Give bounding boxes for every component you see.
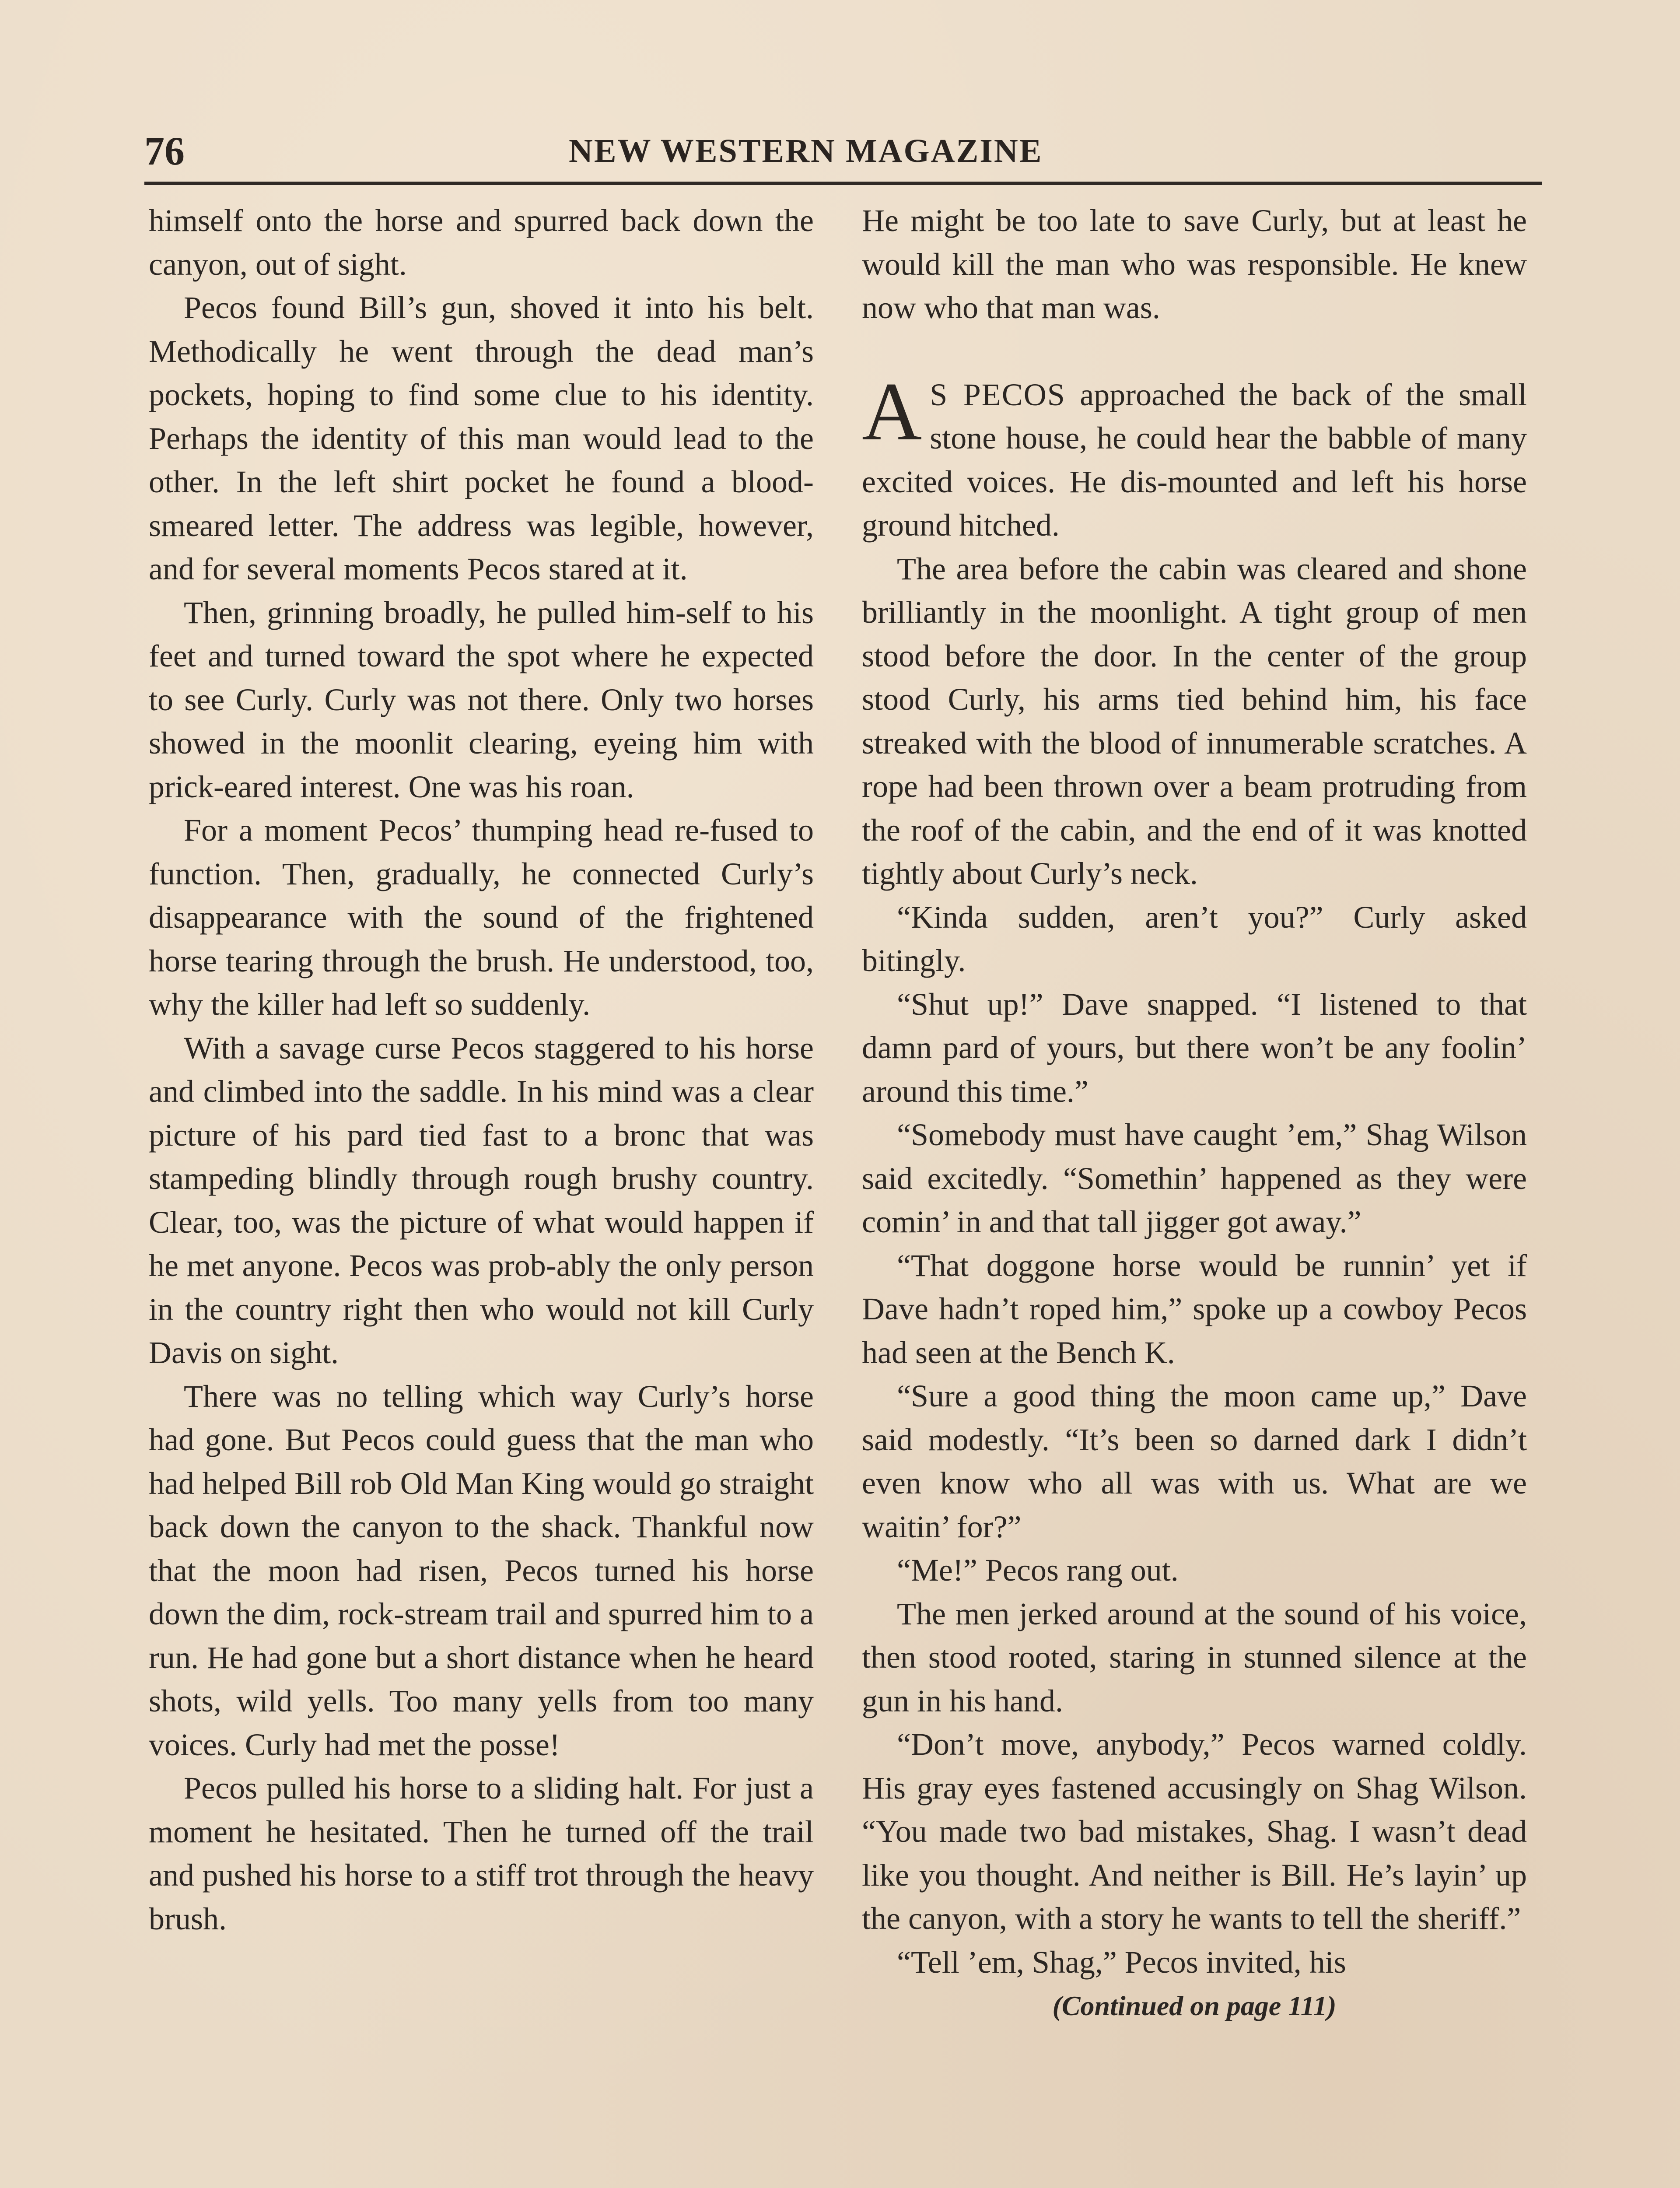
paragraph: Pecos pulled his horse to a sliding halt. For just a moment he hesitated. Then he turned off the trail and pushed his horse to a stiff trot through the heavy brush. bbox=[149, 1771, 814, 1936]
right-column bbox=[862, 199, 1527, 2028]
paragraph: “Tell ’em, Shag,” Pecos invited, his bbox=[897, 1944, 1346, 1980]
paragraph: Pecos found Bill’s gun, shoved it into his belt. Methodically he went through the dead man’s pockets, hoping to find some clue to his identity. Perhaps the identity of this man would lead to the other. In the left shirt pocket he found a blood-smeared letter. The address was legible, however, and for several moments Pecos stared at it. bbox=[149, 290, 814, 586]
paragraph: Then, grinning broadly, he pulled him-self to his feet and turned toward the spot where he expected to see Curly. Curly was not there. Only two horses showed in the moonlit clearing, eyeing him with prick-eared interest. One was his roan. bbox=[149, 595, 814, 804]
paragraph: “Somebody must have caught ’em,” Shag Wilson said excitedly. “Somethin’ happened as they were comin’ in and that tall jigger got away.” bbox=[862, 1117, 1527, 1239]
left-column bbox=[149, 199, 814, 1941]
paragraph: “Kinda sudden, aren’t you?” Curly asked bitingly. bbox=[862, 899, 1527, 978]
header-rule bbox=[144, 182, 1542, 185]
paragraph: For a moment Pecos’ thumping head re-fused to function. Then, gradually, he connected Curly’s disappearance with the sound of the frightened horse tearing through the brush. He understood, too, why the killer had left so suddenly. bbox=[149, 813, 814, 1022]
paragraph: “That doggone horse would be runnin’ yet if Dave hadn’t roped him,” spoke up a cowboy Pecos had seen at the Bench K. bbox=[862, 1248, 1527, 1370]
paragraph: “Me!” Pecos rang out. bbox=[897, 1553, 1179, 1588]
page-number: 76 bbox=[144, 129, 185, 173]
paragraph: With a savage curse Pecos staggered to his horse and climbed into the saddle. In his mind was a clear picture of his pard tied fast to a bronc that was stampeding blindly through rough brushy country. Clear, too, was the picture of what would happen if he met anyone. Pecos was prob-ably the only person in the country right then who would not kill Curly Davis on sight. bbox=[149, 1030, 814, 1370]
paragraph: He might be too late to save Curly, but at least he would kill the man who was responsible. He knew now who that man was. bbox=[862, 203, 1527, 325]
drop-cap: A bbox=[862, 365, 922, 458]
section-opening-paragraph bbox=[862, 365, 1527, 547]
running-title: NEW WESTERN MAGAZINE bbox=[569, 133, 1043, 169]
paragraph: There was no telling which way Curly’s horse had gone. But Pecos could guess that the man who had helped Bill rob Old Man King would go straight back down the canyon to the shack. Thankful now that the moon had risen, Pecos turned his horse down the dim, rock-stream trail and spurred him to a run. He had gone but a short distance when he heard shots, wild yells. Too many yells from too many voices. Curly had met the posse! bbox=[149, 1378, 814, 1762]
paragraph: “Shut up!” Dave snapped. “I listened to that damn pard of yours, but there won’t be any foolin’ around this time.” bbox=[862, 986, 1527, 1109]
paragraph: “Don’t move, anybody,” Pecos warned coldly. His gray eyes fastened accusingly on Shag Wilson. “You made two bad mistakes, Shag. I wasn’t dead like you thought. And neither is Bill. He’s layin’ up the canyon, with a story he wants to tell the sheriff.” bbox=[862, 1727, 1527, 1936]
paragraph-text: approached the back of the small stone house, he could hear the babble of many excited voices. He dis-mounted and left his horse ground hitched. bbox=[862, 377, 1527, 543]
paragraph: “Sure a good thing the moon came up,” Dave said modestly. “It’s been so darned dark I didn’t even know who all was with us. What are we waitin’ for?” bbox=[862, 1378, 1527, 1544]
page-header bbox=[144, 127, 1542, 175]
paragraph: himself onto the horse and spurred back down the canyon, out of sight. bbox=[149, 203, 814, 282]
paragraph: The area before the cabin was cleared and shone brilliantly in the moonlight. A tight group of men stood before the door. In the center of the group stood Curly, his arms tied behind him, his face streaked with the blood of innumerable scratches. A rope had been thrown over a beam protruding from the roof of the cabin, and the end of it was knotted tightly about Curly’s neck. bbox=[862, 551, 1527, 891]
continued-note: (Continued on page 111) bbox=[1052, 1990, 1337, 2021]
paragraph: The men jerked around at the sound of his voice, then stood rooted, staring in stunned silence at the gun in his hand. bbox=[862, 1596, 1527, 1718]
lead-in-text: S PECOS bbox=[930, 377, 1066, 412]
